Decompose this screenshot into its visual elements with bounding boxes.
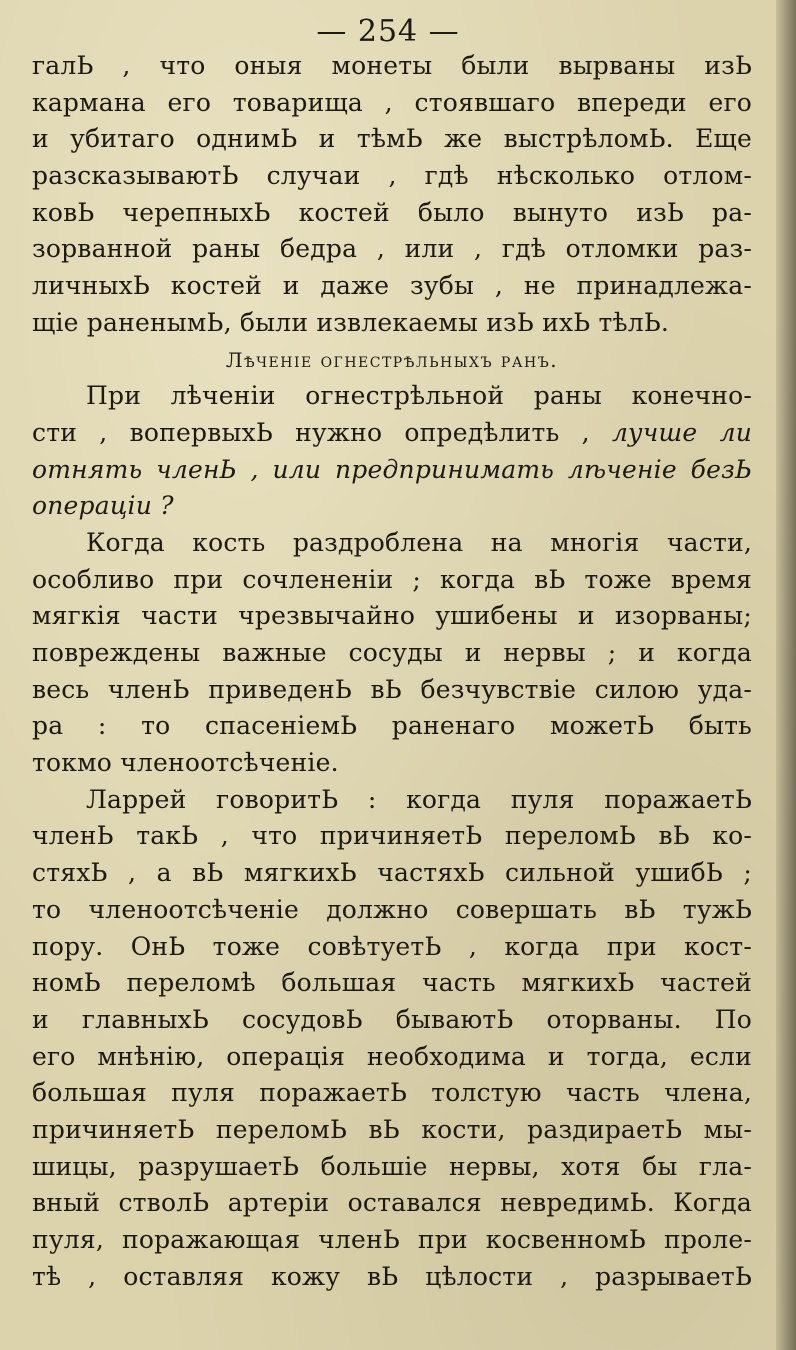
italic-text-line: операціи ? [32,491,174,521]
text-line: токмо членоотсѣченіе. [32,748,339,778]
text-line: особливо при сочлененіи ; когда вЬ тоже время [32,564,752,594]
text-line: то членоотсѣченіе должно совершать вЬ тужЬ [32,894,752,924]
text-line: и убитаго однимЬ и тѣмЬ же выстрѣломЬ. Еще [32,124,752,154]
text-line: личныхЬ костей и даже зубы , не принадлежа- [32,271,752,301]
text-line: стяхЬ , а вЬ мягкихЬ частяхЬ сильной ушибЬ ; [32,858,752,888]
text-line: ра : то спасеніемЬ раненаго можетЬ быть [32,711,752,741]
text-line: Когда кость раздроблена на многія части, [86,527,752,557]
page-gutter-shadow [776,0,796,1350]
text-line: шицы, разрушаетЬ большіе нервы, хотя бы гла- [32,1151,752,1181]
italic-text: лучше ли [611,417,752,447]
section-heading: Лѣченіе огнестрѣльныхъ ранъ. [225,347,559,372]
text-line: зорванной раны бедра , или , гдѣ отломки раз- [32,234,752,264]
text-line: повреждены важные сосуды и нервы ; и когда [32,638,752,667]
text-line: тѣ , оставляя кожу вЬ цѣлости , разрываетЬ [32,1261,752,1291]
page-body [32,48,752,1295]
text-line: ковЬ черепныхЬ костей было вынуто изЬ ра- [32,197,752,227]
text-line-segment: сти , вопервыхЬ нужно опредѣлить , [32,417,612,447]
text-line: мягкія части чрезвычайно ушибены и изорваны; [32,601,752,631]
text-line: Ларрей говоритЬ : когда пуля поражаетЬ [86,784,752,814]
text-line: При лѣченіи огнестрѣльной раны конечно- [86,381,752,411]
text-line: пуля, поражающая членЬ при косвенномЬ проле- [32,1225,752,1254]
text-line: вный стволЬ артеріи оставался невредимЬ. Когда [32,1188,752,1218]
text-line: и главныхЬ сосудовЬ бываютЬ оторваны. По [32,1004,752,1034]
text-line: причиняетЬ переломЬ вЬ кости, раздираетЬ мы- [32,1114,752,1144]
text-line-mixed [32,415,752,452]
text-line: разсказываютЬ случаи , гдѣ нѣсколько отлом- [32,161,752,191]
text-line: весь членЬ приведенЬ вЬ безчувствіе силою уда- [32,674,752,704]
text-line: галЬ , что оныя монеты были вырваны изЬ [32,51,752,80]
text-line: его мнѣнію, операція необходима и тогда, если [32,1041,752,1071]
text-line: большая пуля поражаетЬ толстую часть члена, [32,1078,752,1108]
italic-text-line: отнять членЬ , или предпринимать лѣченіе безЬ [32,454,752,484]
text-line: щіе раненымЬ, были извлекаемы изЬ ихЬ тѣлЬ. [32,307,670,337]
text-line: кармана его товарища , стоявшаго впереди его [32,87,752,117]
text-line: членЬ такЬ , что причиняетЬ переломЬ вЬ ко- [32,821,752,851]
page-number: — 254 — [316,14,460,49]
text-line: пору. ОнЬ тоже совѣтуетЬ , когда при кост- [32,931,752,961]
text-line: номЬ переломѣ большая часть мягкихЬ частей [32,968,752,998]
